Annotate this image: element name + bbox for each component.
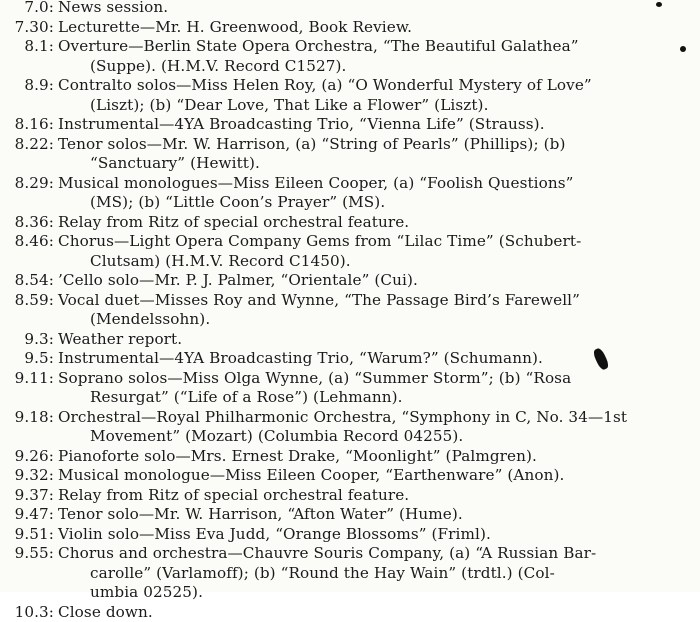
program-line: Violin solo—Miss Eva Judd, “Orange Blossoms” (Friml).: [58, 525, 696, 545]
program-description: [58, 505, 696, 525]
program-entry: [4, 408, 696, 447]
program-time: 9.26:: [4, 447, 58, 467]
program-line: Instrumental—4YA Broadcasting Trio, “Warum?” (Schumann).: [58, 349, 696, 369]
program-line: Contralto solos—Miss Helen Roy, (a) “O Wonderful Mystery of Love”: [58, 76, 696, 96]
program-description: [58, 330, 696, 350]
program-time: 9.37:: [4, 486, 58, 506]
program-description: [58, 135, 696, 174]
program-entry: [4, 505, 696, 525]
program-entry: [4, 232, 696, 271]
program-description: [58, 408, 696, 447]
program-entry: [4, 544, 696, 603]
program-description: [58, 232, 696, 271]
program-entry: [4, 486, 696, 506]
ink-speck: [680, 46, 686, 52]
program-description: [58, 271, 696, 291]
program-entry: [4, 174, 696, 213]
program-description: [58, 115, 696, 135]
program-line: umbia 02525).: [58, 583, 696, 603]
program-line: (Mendelssohn).: [58, 310, 696, 330]
program-entry: [4, 37, 696, 76]
program-time: 9.55:: [4, 544, 58, 564]
program-time: 8.22:: [4, 135, 58, 155]
program-line: carolle” (Varlamoff); (b) “Round the Hay Wain” (trdtl.) (Col-: [58, 564, 696, 584]
program-description: [58, 544, 696, 603]
program-description: [58, 486, 696, 506]
program-time: 9.3:: [4, 330, 58, 350]
program-entry: [4, 369, 696, 408]
program-entry: [4, 349, 696, 369]
program-line: (Liszt); (b) “Dear Love, That Like a Flower” (Liszt).: [58, 96, 696, 116]
program-entry: [4, 115, 696, 135]
program-description: [58, 466, 696, 486]
program-line: Vocal duet—Misses Roy and Wynne, “The Passage Bird’s Farewell”: [58, 291, 696, 311]
program-entry: [4, 18, 696, 38]
program-description: [58, 174, 696, 213]
program-time: 8.54:: [4, 271, 58, 291]
program-line: Chorus and orchestra—Chauvre Souris Company, (a) “A Russian Bar-: [58, 544, 696, 564]
program-description: [58, 447, 696, 467]
program-line: Movement” (Mozart) (Columbia Record 04255).: [58, 427, 696, 447]
program-time: 9.18:: [4, 408, 58, 428]
program-time: 9.51:: [4, 525, 58, 545]
program-time: 8.9:: [4, 76, 58, 96]
program-time: 8.16:: [4, 115, 58, 135]
program-entry: [4, 213, 696, 233]
program-line: Weather report.: [58, 330, 696, 350]
program-time: 8.59:: [4, 291, 58, 311]
program-line: Clutsam) (H.M.V. Record C1450).: [58, 252, 696, 272]
ink-speck: [656, 2, 662, 7]
program-entry: [4, 135, 696, 174]
program-line: Orchestral—Royal Philharmonic Orchestra, “Symphony in C, No. 34—1st: [58, 408, 696, 428]
program-entry: [4, 291, 696, 330]
program-entry: [4, 330, 696, 350]
program-time: 9.47:: [4, 505, 58, 525]
program-line: News session.: [58, 0, 696, 18]
program-time: 9.5:: [4, 349, 58, 369]
program-line: Close down.: [58, 603, 696, 622]
program-entry: [4, 271, 696, 291]
program-time: 10.3:: [4, 603, 58, 622]
program-time: 9.11:: [4, 369, 58, 389]
program-time: 8.1:: [4, 37, 58, 57]
program-line: Relay from Ritz of special orchestral feature.: [58, 213, 696, 233]
program-line: Tenor solos—Mr. W. Harrison, (a) “String of Pearls” (Phillips); (b): [58, 135, 696, 155]
program-line: Lecturette—Mr. H. Greenwood, Book Review.: [58, 18, 696, 38]
program-description: [58, 525, 696, 545]
program-time: 8.46:: [4, 232, 58, 252]
program-line: Pianoforte solo—Mrs. Ernest Drake, “Moonlight” (Palmgren).: [58, 447, 696, 467]
program-entry: [4, 447, 696, 467]
program-description: [58, 37, 696, 76]
program-time: 9.32:: [4, 466, 58, 486]
program-time: 8.29:: [4, 174, 58, 194]
program-entry: [4, 525, 696, 545]
program-line: Overture—Berlin State Opera Orchestra, “The Beautiful Galathea”: [58, 37, 696, 57]
program-entry: [4, 0, 696, 18]
program-line: Chorus—Light Opera Company Gems from “Lilac Time” (Schubert-: [58, 232, 696, 252]
program-description: [58, 369, 696, 408]
program-entry: [4, 603, 696, 622]
program-entry: [4, 466, 696, 486]
program-line: Resurgat” (“Life of a Rose”) (Lehmann).: [58, 388, 696, 408]
program-description: [58, 18, 696, 38]
program-line: Musical monologues—Miss Eileen Cooper, (a) “Foolish Questions”: [58, 174, 696, 194]
program-time: 7.30:: [4, 18, 58, 38]
program-line: Soprano solos—Miss Olga Wynne, (a) “Summer Storm”; (b) “Rosa: [58, 369, 696, 389]
program-description: [58, 76, 696, 115]
program-line: (MS); (b) “Little Coon’s Prayer” (MS).: [58, 193, 696, 213]
program-line: Musical monologue—Miss Eileen Cooper, “Earthenware” (Anon).: [58, 466, 696, 486]
program-description: [58, 291, 696, 330]
radio-program-list: [4, 0, 696, 622]
program-line: (Suppe). (H.M.V. Record C1527).: [58, 57, 696, 77]
program-line: Tenor solo—Mr. W. Harrison, “Afton Water” (Hume).: [58, 505, 696, 525]
program-entry: [4, 76, 696, 115]
program-description: [58, 213, 696, 233]
program-line: ’Cello solo—Mr. P. J. Palmer, “Orientale” (Cui).: [58, 271, 696, 291]
program-description: [58, 0, 696, 18]
program-line: Instrumental—4YA Broadcasting Trio, “Vienna Life” (Strauss).: [58, 115, 696, 135]
program-line: “Sanctuary” (Hewitt).: [58, 154, 696, 174]
program-description: [58, 603, 696, 622]
program-line: Relay from Ritz of special orchestral feature.: [58, 486, 696, 506]
program-time: 7.0:: [4, 0, 58, 18]
program-time: 8.36:: [4, 213, 58, 233]
